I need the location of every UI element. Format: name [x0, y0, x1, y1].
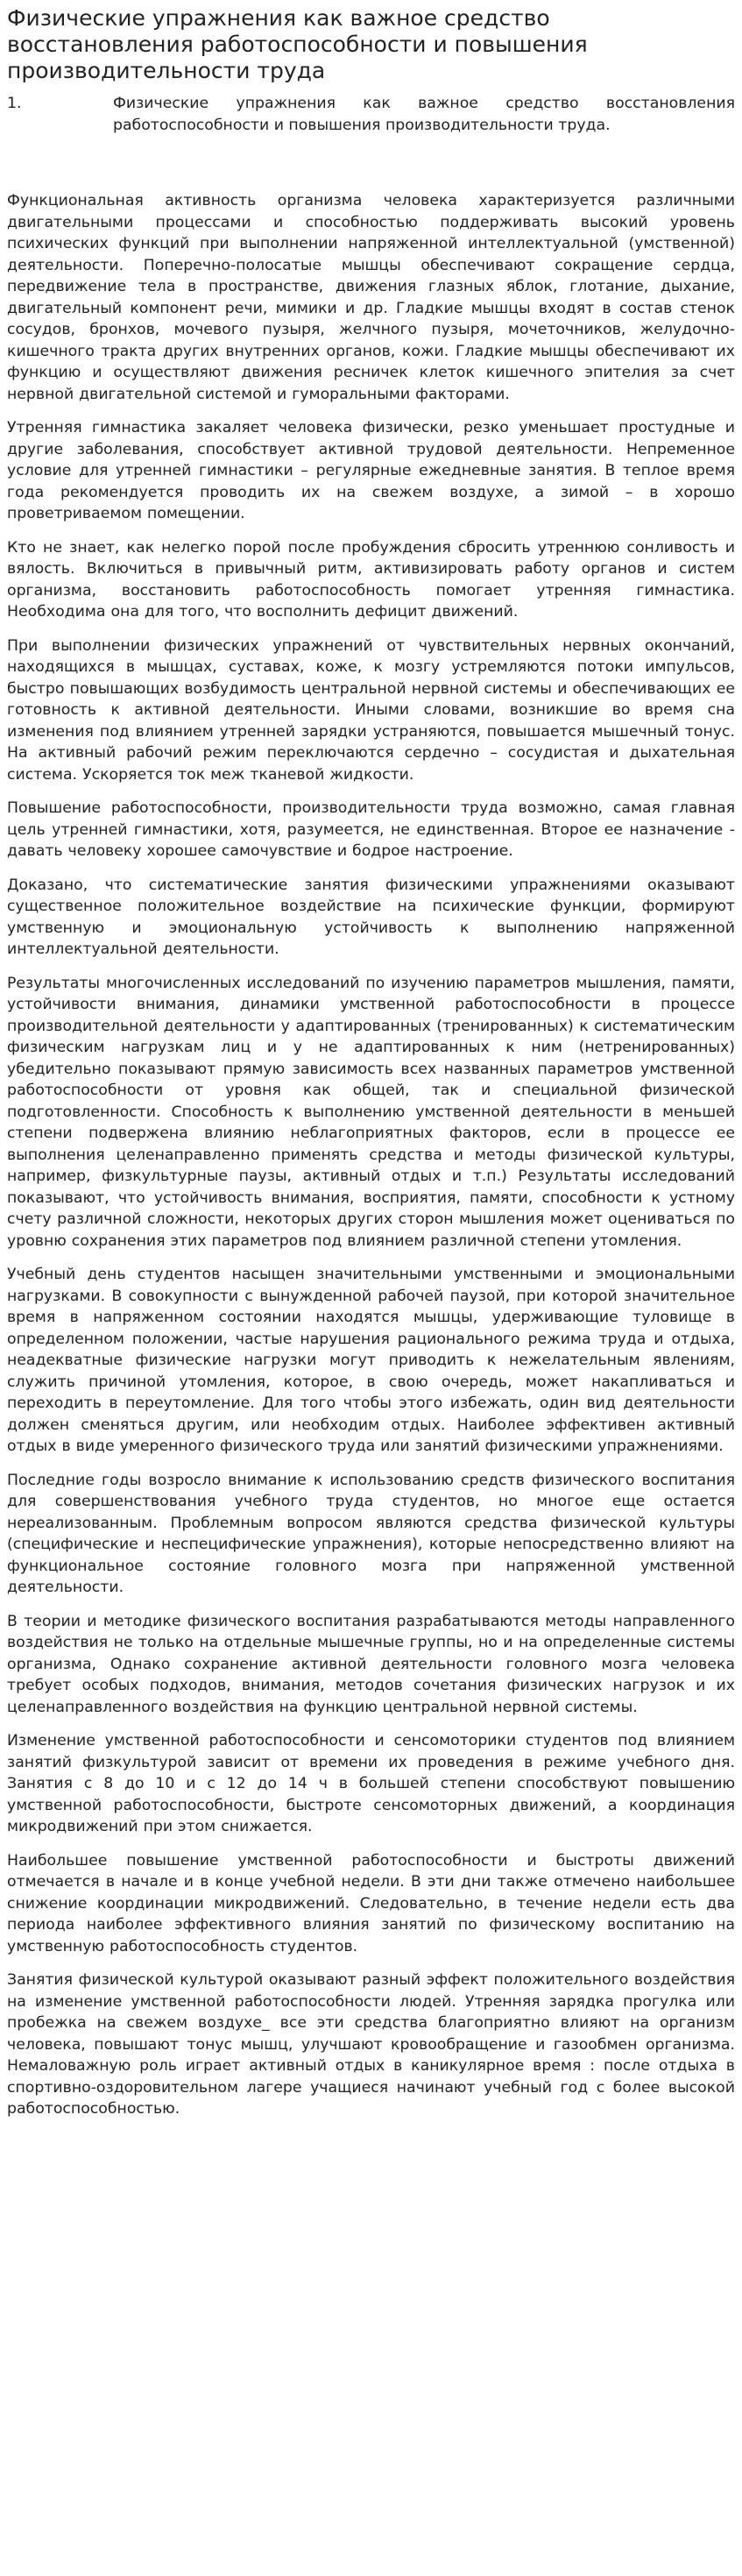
paragraph-2: Утренняя гимнастика закаляет человека физически, резко уменьшает простудные и другие заболевания, способствует активной трудовой деятельности. Непременное условие для утренней гимнастики – регулярные ежедневные занятия. В теплое время года рекомендуется проводить их на свежем воздухе, а зимой – в хорошо проветриваемом помещении.: [7, 419, 735, 522]
numbered-heading: [7, 93, 735, 136]
paragraph-4: При выполнении физических упражнений от чувствительных нервных окончаний, находящихся в мышцах, суставах, коже, к мозгу устремляются потоки импульсов, быстро повышающих возбудимость центральной нервной системы и обеспечивающих ее готовность к активной деятельности. Иными словами, возникшие во время сна изменения под влиянием утренней зарядки устраняются, повышается мышечный тонус. На активный рабочий режим переключаются сердечно – сосудистая и дыхательная система. Ускоряется ток меж тканевой жидкости.: [7, 636, 735, 784]
paragraph-6: Доказано, что систематические занятия физическими упражнениями оказывают существенное положительное воздействие на психические функции, формируют умственную и эмоциональную устойчивость к выполнению напряженной интеллектуальной деятельности.: [7, 876, 735, 958]
paragraph-12: Наибольшее повышение умственной работоспособности и быстроты движений отмечается в начале и в конце учебной недели. В эти дни также отмечено наибольшее снижение координации микродвижений. Следовательно, в течение недели есть два периода наиболее эффективного влияния занятий по физическому воспитанию на умственную работоспособность студентов.: [7, 1851, 735, 1955]
paragraph-11: Изменение умственной работоспособности и сенсомоторики студентов под влиянием занятий физкультурой зависит от времени их проведения в режиме учебного дня. Занятия с 8 до 10 и с 12 до 14 ч в большей степени способствуют повышению умственной работоспособности, быстроте сенсомоторных движений, а координация микродвижений при этом снижается.: [7, 1732, 735, 1835]
paragraph-7: Результаты многочисленных исследований по изучению параметров мышления, памяти, устойчивости внимания, динамики умственной работоспособности в процессе производительной деятельности у адаптированных (тренированных) к систематическим физическим нагрузкам лиц и у не адаптированных к ним (нетренированных) убедительно показывают прямую зависимость всех названных параметров умственной работоспособности от уровня как общей, так и специальной физической подготовленности. Способность к выполнению умственной деятельности в меньшей степени подвержена влиянию неблагоприятных факторов, если в процессе ее выполнения целенаправленно применять средства и методы физической культуры, например, физкультурные паузы, активный отдых и т.п.) Результаты исследований показывают, что устойчивость внимания, восприятия, памяти, способности к устному счету различной сложности, некоторых других сторон мышления может оцениваться по уровню сохранения этих параметров под влиянием различной степени утомления.: [7, 974, 735, 1250]
heading-number: 1.: [7, 95, 22, 112]
blank-space: [7, 136, 735, 190]
paragraph-9: Последние годы возросло внимание к использованию средств физического воспитания для совершенствования учебного труда студентов, но многое еще остается нереализованным. Проблемным вопросом являются средства физической культуры (специфические и неспецифические упражнения), которые непосредственно влияют на функциональное состояние головного мозга при напряженной умственной деятельности.: [7, 1471, 735, 1596]
heading-text: Физические упражнения как важное средство восстановления работоспособности и повышения производительности труда.: [113, 95, 735, 134]
document-body: [7, 190, 735, 2120]
heading-tab-space: [32, 93, 113, 136]
document-title: Физические упражнения как важное средство восстановления работоспособности и повышения производительности труда: [7, 5, 588, 83]
paragraph-3: Кто не знает, как нелегко порой после пробуждения сбросить утреннюю сонливость и вялость. Включиться в привычный ритм, активизировать работу органов и систем организма, восстановить работоспособность помогает утренняя гимнастика. Необходима она для того, что восполнить дефицит движений.: [7, 538, 735, 621]
paragraph-8: Учебный день студентов насыщен значительными умственными и эмоциональными нагрузками. В совокупности с вынужденной рабочей паузой, при которой значительное время в напряженном состоянии находятся мышцы, удерживающие туловище в определенном положении, частые нарушения рационального режима труда и отдыха, неадекватные физические нагрузки могут приводить к нежелательным явлениям, служить причиной утомления, которое, в свою очередь, может накапливаться и переходить в переутомление. Для того чтобы этого избежать, один вид деятельности должен сменяться другим, или необходим отдых. Наиболее эффективен активный отдых в виде умеренного физического труда или занятий физическими упражнениями.: [7, 1266, 735, 1455]
paragraph-10: В теории и методике физического воспитания разрабатываются методы направленного воздействия не только на отдельные мышечные группы, но и на определенные системы организма, Однако сохранение активной деятельности головного мозга человека требует особых подходов, внимания, методов сочетания физических нагрузок и их целенаправленного воздействия на функцию центральной нервной системы.: [7, 1612, 735, 1716]
paragraph-5: Повышение работоспособности, производительности труда возможно, самая главная цель утренней гимнастики, хотя, разумеется, не единственная. Второе ее назначение - давать человеку хорошее самочувствие и бодрое настроение.: [7, 799, 735, 860]
paragraph-1: Функциональная активность организма человека характеризуется различными двигательными процессами и способностью поддерживать высокий уровень психических функций при выполнении напряженной интеллектуальной (умственной) деятельности. Поперечно-полосатые мышцы обеспечивают сокращение сердца, передвижение тела в пространстве, движения глазных яблок, глотание, дыхание, двигательный компонент речи, мимики и др. Гладкие мышцы входят в состав стенок сосудов, бронхов, мочевого пузыря, желчного пузыря, мочеточников, желудочно-кишечного тракта других внутренних органов, кожи. Гладкие мышцы обеспечивают их функцию и осуществляют движения ресничек клеток кишечного эпителия за счет нервной двигательной системой и гуморальными факторами.: [7, 192, 735, 403]
paragraph-13: Занятия физической культурой оказывают разный эффект положительного воздействия на изменение умственной работоспособности людей. Утренняя зарядка прогулка или пробежка на свежем воздухе_ все эти средства благоприятно влияют на организм человека, повышают тонус мышц, улучшают кровообращение и газообмен организма. Немаловажную роль играет активный отдых в каникулярное время : после отдыха в спортивно-оздоровительном лагере учащиеся начинают учебный год с более высокой работоспособностью.: [7, 1971, 735, 2118]
